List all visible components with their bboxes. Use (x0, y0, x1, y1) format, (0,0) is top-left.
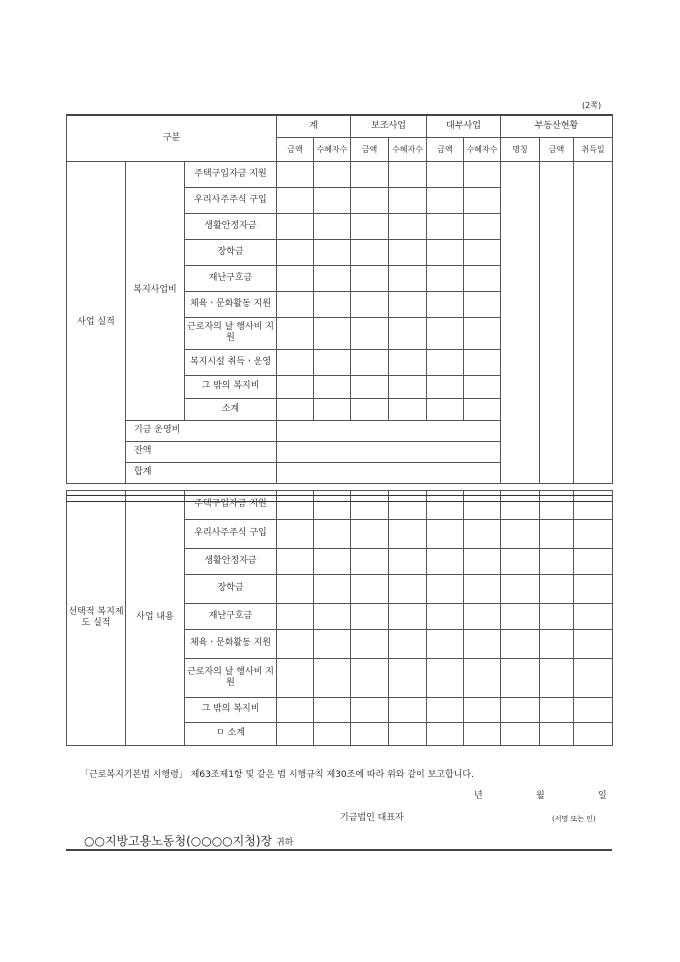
input-cell[interactable] (314, 161, 351, 187)
input-cell[interactable] (574, 658, 613, 697)
input-cell[interactable] (464, 349, 501, 375)
input-cell[interactable] (464, 213, 501, 239)
input-cell[interactable] (314, 317, 351, 349)
input-cell[interactable] (389, 317, 427, 349)
input-cell[interactable] (351, 375, 389, 398)
item-label: 생활안정자금 (185, 213, 277, 239)
input-cell[interactable] (351, 161, 389, 187)
item-label: 복지시설 취득ㆍ운영 (185, 349, 277, 375)
header-amount: 금액 (351, 137, 389, 161)
legal-statement: 「근로복지기본법 시행령」 제63조제1항 및 같은 법 시행규칙 제30조에 따라 위와 같이 보고합니다. (80, 770, 474, 780)
input-cell[interactable] (464, 291, 501, 317)
header-beneficiaries: 수혜자수 (389, 137, 427, 161)
item-label: 장학금 (185, 574, 277, 603)
item-label: 체육ㆍ문화활동 지원 (185, 291, 277, 317)
input-cell[interactable] (574, 519, 613, 548)
input-cell[interactable] (540, 519, 574, 548)
input-cell[interactable] (277, 722, 314, 745)
input-cell[interactable] (464, 519, 501, 548)
page-number: (2쪽) (582, 101, 602, 110)
input-cell[interactable] (389, 239, 427, 265)
input-cell[interactable] (277, 398, 314, 420)
recipient-suffix: 귀하 (275, 838, 294, 848)
input-cell[interactable] (277, 697, 314, 722)
input-cell[interactable] (351, 349, 389, 375)
date-day: 일 (598, 791, 607, 801)
input-cell[interactable] (427, 574, 464, 603)
input-cell[interactable] (277, 519, 314, 548)
input-cell[interactable] (464, 574, 501, 603)
input-cell[interactable] (314, 239, 351, 265)
date-year: 년 (474, 791, 483, 801)
item-label: 그 밖의 복지비 (185, 375, 277, 398)
input-cell[interactable] (351, 629, 389, 658)
input-cell[interactable] (540, 574, 574, 603)
input-cell[interactable] (574, 722, 613, 745)
input-cell[interactable] (351, 574, 389, 603)
input-cell[interactable] (277, 574, 314, 603)
input-cell[interactable] (314, 187, 351, 213)
header-total: 계 (277, 115, 351, 137)
input-cell[interactable] (314, 291, 351, 317)
input-cell[interactable] (389, 603, 427, 629)
input-cell[interactable] (464, 161, 501, 187)
item-label: 생활안정자금 (185, 548, 277, 574)
input-cell[interactable] (351, 291, 389, 317)
input-cell[interactable] (427, 548, 464, 574)
input-cell[interactable] (351, 317, 389, 349)
input-cell[interactable] (389, 161, 427, 187)
header-property-amount: 금액 (540, 137, 574, 161)
input-cell[interactable] (314, 574, 351, 603)
input-cell[interactable] (277, 629, 314, 658)
input-cell[interactable] (501, 548, 540, 574)
input-cell[interactable] (314, 349, 351, 375)
property-name-cell[interactable] (501, 161, 540, 483)
input-cell[interactable] (277, 161, 314, 187)
recipient-name: ○○지방고용노동청(○○○○지청)장 (84, 834, 273, 848)
section1-label: 사업 실적 (67, 161, 126, 483)
input-cell[interactable] (427, 187, 464, 213)
input-cell[interactable] (540, 722, 574, 745)
input-cell[interactable] (464, 398, 501, 420)
spacer-cell (67, 483, 613, 490)
input-cell[interactable] (277, 317, 314, 349)
input-cell[interactable] (314, 548, 351, 574)
input-cell[interactable] (389, 722, 427, 745)
input-cell[interactable] (427, 697, 464, 722)
summary-label: 기금 운영비 (126, 420, 277, 441)
signature-label: (서명 또는 인) (552, 815, 596, 823)
input-cell[interactable] (314, 265, 351, 291)
input-cell[interactable] (314, 629, 351, 658)
input-cell[interactable] (427, 375, 464, 398)
input-cell[interactable] (277, 349, 314, 375)
item-label: 근로자의 날 행사비 지원 (185, 317, 277, 349)
input-cell[interactable] (351, 603, 389, 629)
summary-label: 합계 (126, 462, 277, 483)
input-cell[interactable] (277, 187, 314, 213)
input-cell[interactable] (314, 519, 351, 548)
input-cell[interactable] (277, 603, 314, 629)
input-cell[interactable] (351, 697, 389, 722)
summary-value[interactable] (277, 462, 501, 483)
input-cell[interactable] (389, 574, 427, 603)
input-cell[interactable] (314, 213, 351, 239)
input-cell[interactable] (277, 375, 314, 398)
input-cell[interactable] (501, 574, 540, 603)
header-acquired-date: 취득일 (574, 137, 613, 161)
input-cell[interactable] (351, 265, 389, 291)
input-cell[interactable] (389, 213, 427, 239)
item-label: ㅁ 소계 (185, 722, 277, 745)
item-label: 주택구입자금 지원 (185, 490, 277, 519)
input-cell[interactable] (351, 187, 389, 213)
input-cell[interactable] (427, 722, 464, 745)
input-cell[interactable] (464, 375, 501, 398)
content-label: 사업 내용 (126, 490, 185, 745)
input-cell[interactable] (501, 629, 540, 658)
input-cell[interactable] (314, 398, 351, 420)
input-cell[interactable] (427, 349, 464, 375)
input-cell[interactable] (389, 519, 427, 548)
input-cell[interactable] (389, 629, 427, 658)
input-cell[interactable] (464, 697, 501, 722)
input-cell[interactable] (574, 574, 613, 603)
input-cell[interactable] (464, 265, 501, 291)
section2-label: 선택적 복지제도 실적 (67, 490, 126, 745)
input-cell[interactable] (427, 519, 464, 548)
input-cell[interactable] (464, 317, 501, 349)
representative-label: 기금법인 대표자 (340, 813, 404, 823)
input-cell[interactable] (389, 548, 427, 574)
input-cell[interactable] (314, 697, 351, 722)
input-cell[interactable] (314, 658, 351, 697)
input-cell[interactable] (351, 658, 389, 697)
input-cell[interactable] (314, 603, 351, 629)
input-cell[interactable] (464, 658, 501, 697)
header-category: 구분 (67, 115, 277, 161)
input-cell[interactable] (574, 629, 613, 658)
input-cell[interactable] (389, 658, 427, 697)
input-cell[interactable] (540, 629, 574, 658)
input-cell[interactable] (464, 239, 501, 265)
item-label: 그 밖의 복지비 (185, 697, 277, 722)
recipient (84, 832, 293, 849)
input-cell[interactable] (351, 548, 389, 574)
input-cell[interactable] (277, 265, 314, 291)
item-label: 재난구호금 (185, 265, 277, 291)
input-cell[interactable] (389, 187, 427, 213)
input-cell[interactable] (427, 239, 464, 265)
header-property-name: 명칭 (501, 137, 540, 161)
input-cell[interactable] (389, 375, 427, 398)
input-cell[interactable] (427, 658, 464, 697)
header-subsidy: 보조사업 (351, 115, 427, 137)
item-label: 근로자의 날 행사비 지원 (185, 658, 277, 697)
item-label: 우리사주주식 구입 (185, 187, 277, 213)
header-amount: 금액 (277, 137, 314, 161)
header-property: 부동산현황 (501, 115, 613, 137)
input-cell[interactable] (351, 213, 389, 239)
item-label: 우리사주주식 구입 (185, 519, 277, 548)
input-cell[interactable] (464, 629, 501, 658)
item-label: 재난구호금 (185, 603, 277, 629)
input-cell[interactable] (574, 603, 613, 629)
header-beneficiaries: 수혜자수 (314, 137, 351, 161)
welfare-expense-label: 복지사업비 (126, 161, 185, 420)
input-cell[interactable] (427, 213, 464, 239)
input-cell[interactable] (389, 349, 427, 375)
input-cell[interactable] (501, 658, 540, 697)
input-cell[interactable] (501, 697, 540, 722)
input-cell[interactable] (501, 519, 540, 548)
input-cell[interactable] (351, 722, 389, 745)
input-cell[interactable] (277, 658, 314, 697)
input-cell[interactable] (314, 375, 351, 398)
input-cell[interactable] (277, 213, 314, 239)
input-cell[interactable] (277, 291, 314, 317)
input-cell[interactable] (540, 603, 574, 629)
summary-value[interactable] (277, 420, 501, 441)
input-cell[interactable] (540, 548, 574, 574)
input-cell[interactable] (389, 398, 427, 420)
input-cell[interactable] (540, 697, 574, 722)
input-cell[interactable] (427, 291, 464, 317)
input-cell[interactable] (389, 291, 427, 317)
item-label: 주택구입자금 지원 (185, 161, 277, 187)
header-loan: 대부사업 (427, 115, 501, 137)
header-amount: 금액 (427, 137, 464, 161)
date-month: 월 (536, 791, 545, 801)
header-beneficiaries: 수혜자수 (464, 137, 501, 161)
input-cell[interactable] (427, 398, 464, 420)
input-cell[interactable] (351, 519, 389, 548)
input-cell[interactable] (427, 603, 464, 629)
section-separator (66, 495, 612, 502)
input-cell[interactable] (464, 548, 501, 574)
input-cell[interactable] (351, 239, 389, 265)
input-cell[interactable] (389, 265, 427, 291)
item-label: 체육ㆍ문화활동 지원 (185, 629, 277, 658)
input-cell[interactable] (277, 239, 314, 265)
input-cell[interactable] (540, 658, 574, 697)
bottom-rule (66, 849, 612, 851)
input-cell[interactable] (464, 187, 501, 213)
summary-value[interactable] (277, 441, 501, 462)
input-cell[interactable] (427, 317, 464, 349)
input-cell[interactable] (427, 629, 464, 658)
input-cell[interactable] (427, 265, 464, 291)
input-cell[interactable] (389, 697, 427, 722)
property-amount-cell[interactable] (540, 161, 574, 483)
input-cell[interactable] (351, 398, 389, 420)
summary-label: 잔액 (126, 441, 277, 462)
input-cell[interactable] (464, 603, 501, 629)
input-cell[interactable] (427, 161, 464, 187)
input-cell[interactable] (277, 548, 314, 574)
input-cell[interactable] (574, 697, 613, 722)
item-label: 소계 (185, 398, 277, 420)
input-cell[interactable] (501, 722, 540, 745)
property-date-cell[interactable] (574, 161, 613, 483)
input-cell[interactable] (464, 722, 501, 745)
input-cell[interactable] (314, 722, 351, 745)
report-table (66, 114, 613, 746)
input-cell[interactable] (574, 548, 613, 574)
item-label: 장학금 (185, 239, 277, 265)
input-cell[interactable] (501, 603, 540, 629)
